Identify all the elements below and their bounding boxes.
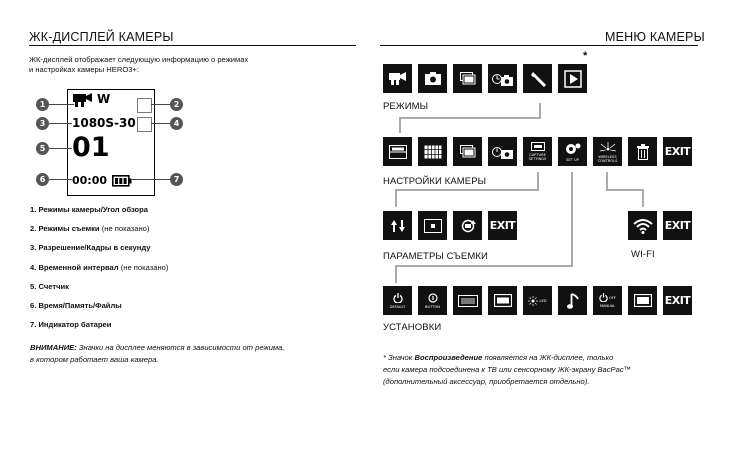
wireless-controls-text: WIRELESS CONTROLS (597, 154, 618, 163)
video-camera-icon (389, 72, 407, 85)
intro-line-1: ЖК-дисплей отображает следующую информацию о режимах (29, 55, 249, 64)
badge-6: 6 (36, 173, 49, 186)
spot-meter-capture-tile (418, 211, 447, 240)
lcd-section-title: ЖК-ДИСПЛЕЙ КАМЕРЫ (29, 30, 174, 44)
legend-item: 5. Счетчик (30, 282, 69, 291)
upside-down-tile (383, 211, 412, 240)
osd-icon (494, 294, 512, 307)
photo-mode-tile (418, 64, 447, 93)
led-text: LED (539, 298, 547, 303)
setup-text: SET UP (566, 157, 579, 162)
music-note-icon (567, 293, 579, 309)
burst-icon (460, 72, 476, 86)
film-frame-icon (634, 294, 652, 307)
manual-off-row (599, 293, 616, 302)
one-button-icon (428, 293, 438, 303)
legend-item: 2. Режимы съемки (не показано) (30, 224, 150, 233)
time-display: 00:00 (72, 174, 108, 187)
playback-mode-tile (558, 64, 587, 93)
capture-settings-icon (531, 142, 545, 151)
badge-5: 5 (36, 142, 49, 155)
photo-timelapse-tile (488, 137, 517, 166)
intro-line-2: и настройках камеры HERO3+: (29, 65, 140, 74)
sound-tile (558, 286, 587, 315)
manual-text: MANUAL (599, 304, 616, 308)
looping-tile (453, 211, 482, 240)
led-row (528, 296, 546, 306)
power-icon (393, 293, 403, 303)
grid-icon (424, 145, 442, 159)
camera-settings-label: НАСТРОЙКИ КАМЕРЫ (383, 176, 487, 187)
legend-item: 3. Разрешение/Кадры в секунду (30, 243, 151, 252)
legend-item: 4. Временной интервал (не показано) (30, 263, 169, 272)
capture-settings-text: CAPTURE SETTINGS (528, 153, 547, 161)
badge-4: 4 (170, 117, 183, 130)
warning-line-1: ВНИМАНИЕ: Значки на дисплее меняются в зависимости от режима, (30, 343, 285, 352)
led-tile (523, 286, 552, 315)
orientation-icon (389, 145, 407, 159)
trash-icon (637, 144, 649, 160)
ntsc-pal-tile (453, 286, 482, 315)
up-down-arrows-icon (390, 219, 406, 233)
footnote-line-1: * Значок Воспроизведение появляется на ЖК-дисплее, только (383, 353, 614, 362)
shot-counter: 01 (72, 132, 110, 163)
play-icon (564, 70, 582, 88)
off-text: OFF (609, 295, 616, 300)
exit-tile: EXIT (663, 286, 692, 315)
spot-meter-tile (418, 137, 447, 166)
badge-3: 3 (36, 117, 49, 130)
power-icon (599, 293, 608, 302)
badge-1: 1 (36, 98, 49, 111)
fov-wide: W (97, 92, 111, 106)
timelapse-icon (492, 145, 514, 159)
wifi-label: WI-FI (631, 249, 655, 260)
burst-icon (460, 145, 476, 159)
wrench-icon (530, 71, 546, 87)
capture-settings-tile (523, 137, 552, 166)
delete-tile (628, 137, 657, 166)
capture-params-label: ПАРАМЕТРЫ СЪЕМКИ (383, 251, 488, 262)
wifi-tile (628, 211, 657, 240)
manual-off-tile (593, 286, 622, 315)
continuous-photo-tile (453, 137, 482, 166)
menu-section-title: МЕНЮ КАМЕРЫ (605, 30, 705, 44)
settings-mode-tile (523, 64, 552, 93)
loop-icon (459, 219, 477, 233)
default-mode-tile (383, 286, 412, 315)
exit-tile: EXIT (663, 137, 692, 166)
footnote-line-3: (дополнительный аксессуар, приобретается отдельно). (383, 377, 590, 386)
orientation-tile (383, 137, 412, 166)
video-format-icon (458, 295, 478, 307)
legend-item: 6. Время/Память/Файлы (30, 301, 122, 310)
delete-all-tile (628, 286, 657, 315)
playback-asterisk: * (583, 50, 588, 62)
legend-item: 1. Режимы камеры/Угол обзора (30, 205, 149, 214)
burst-mode-tile (453, 64, 482, 93)
legend-item: 7. Индикатор батареи (30, 320, 112, 329)
wireless-icon (599, 141, 617, 153)
photo-camera-icon (425, 72, 441, 85)
footnote-line-2: если камера подсоединена к ТВ или сенсорному ЖК-экрану BacPac™ (383, 365, 632, 374)
led-icon (528, 296, 538, 306)
badge-2: 2 (170, 98, 183, 111)
default-text: DEFAULT (389, 304, 406, 309)
timelapse-icon (492, 72, 514, 86)
button-text: BUTTON (425, 304, 440, 309)
exit-tile: EXIT (488, 211, 517, 240)
setup-tile (558, 137, 587, 166)
one-button-tile (418, 286, 447, 315)
setup-label: УСТАНОВКИ (383, 322, 442, 333)
modes-label: РЕЖИМЫ (383, 101, 429, 112)
exit-tile: EXIT (663, 211, 692, 240)
onscreen-display-tile (488, 286, 517, 315)
gear-icon (565, 142, 581, 156)
spot-meter-icon (424, 219, 442, 233)
timelapse-mode-tile (488, 64, 517, 93)
video-mode-tile (383, 64, 412, 93)
wireless-controls-tile (593, 137, 622, 166)
badge-7: 7 (170, 173, 183, 186)
warning-line-2: в котором работает ваша камера. (30, 355, 159, 364)
wifi-icon (633, 218, 653, 234)
resolution-fps: 1080S-30 (72, 116, 136, 130)
